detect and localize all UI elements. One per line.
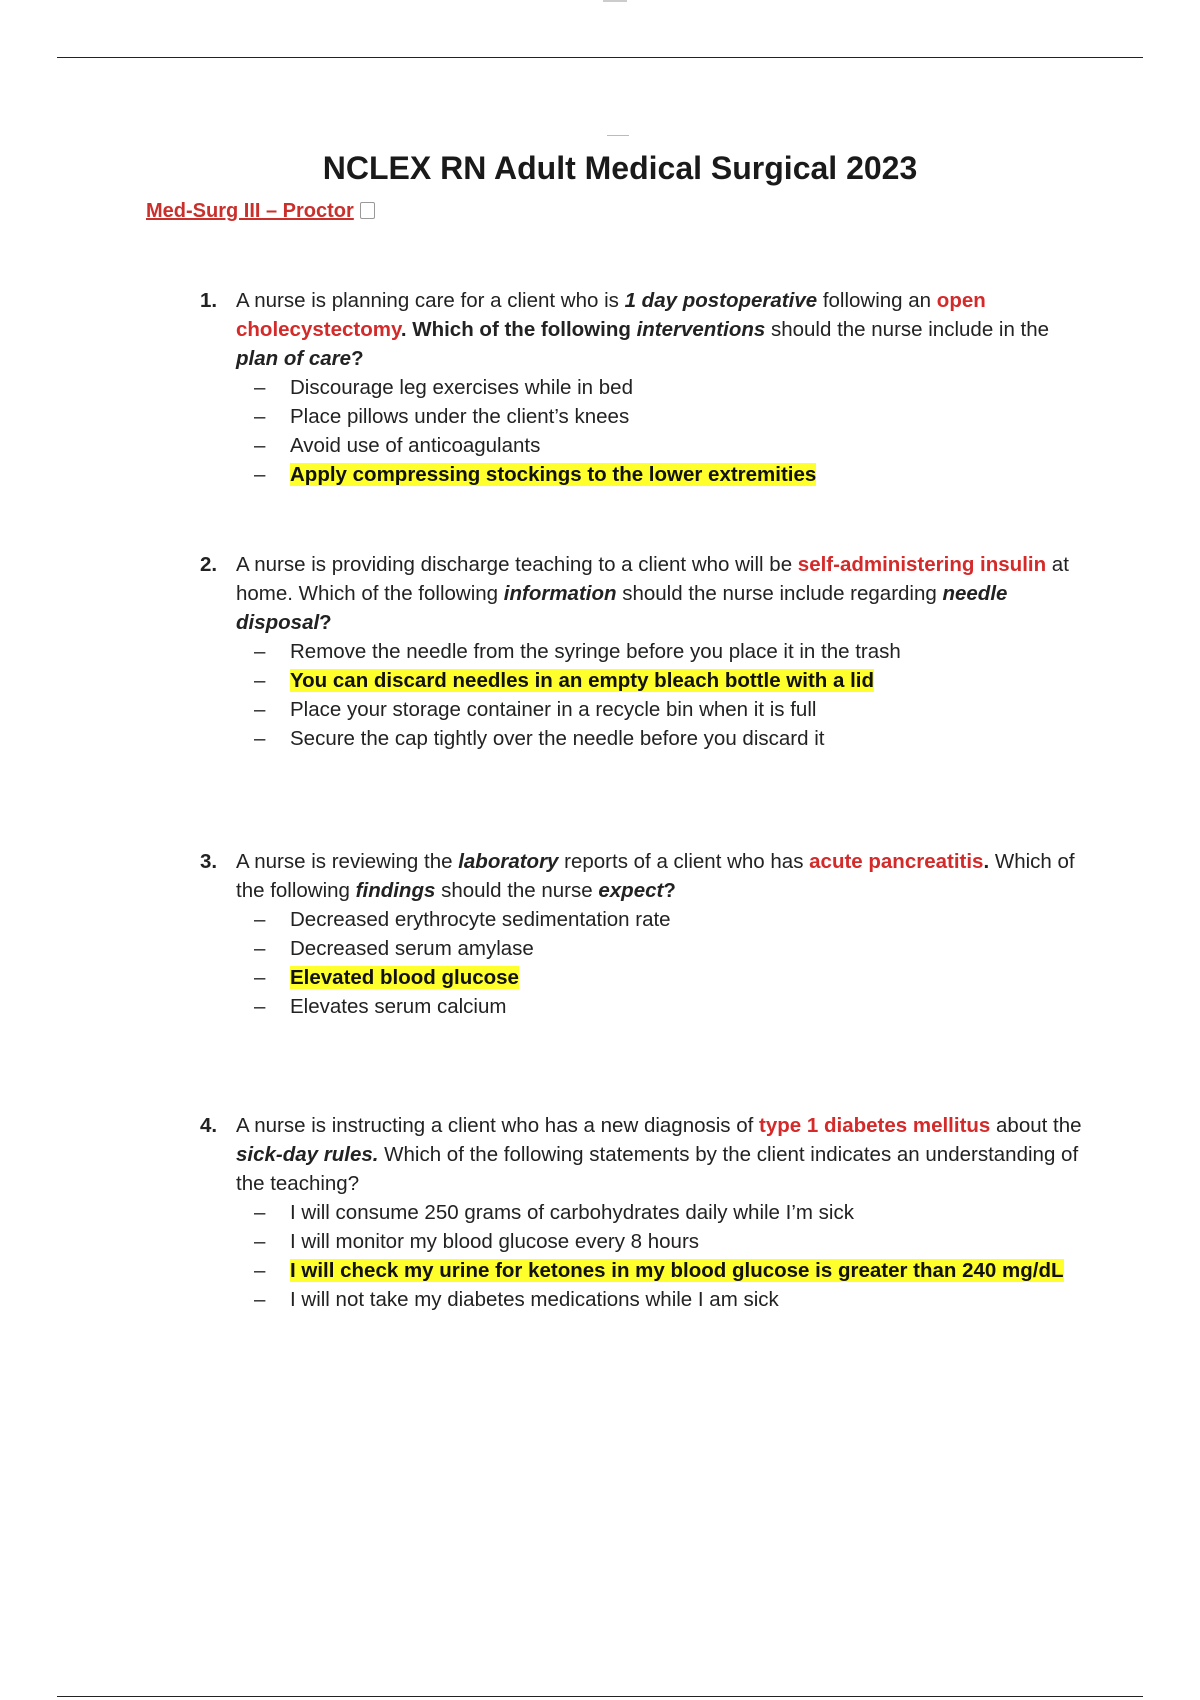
header-rule (57, 57, 1143, 58)
answer-options (254, 1198, 1090, 1314)
answer-option (254, 402, 1090, 431)
stem-text: ? (351, 347, 364, 370)
question-stem (236, 550, 1090, 637)
answer-option (254, 905, 1090, 934)
answer-option-correct (254, 460, 1090, 489)
dash-bullet-icon: – (254, 727, 266, 750)
option-text: Decreased erythrocyte sedimentation rate (290, 908, 671, 931)
answer-option (254, 1227, 1090, 1256)
question-number: 1. (200, 289, 218, 312)
dash-bullet-icon: – (254, 640, 266, 663)
stem-text: Which of the following statements by the client indicates an understanding of the teaching? (236, 1143, 1079, 1195)
dash-bullet-icon: – (254, 405, 266, 428)
stem-text: should the nurse (435, 879, 599, 902)
footer-rule (57, 1696, 1143, 1697)
question-stem (236, 1111, 1090, 1198)
emphasis-text: needle disposal (236, 582, 1008, 634)
dash-bullet-icon: – (254, 1288, 266, 1311)
question-number: 3. (200, 850, 218, 873)
answer-option-correct (254, 1256, 1090, 1285)
key-term: type 1 diabetes mellitus (759, 1114, 991, 1137)
option-text: Elevated blood glucose (290, 966, 519, 989)
answer-option-correct (254, 666, 1090, 695)
option-text: I will monitor my blood glucose every 8 hours (290, 1230, 700, 1253)
stem-text: . (983, 850, 990, 873)
dash-bullet-icon: – (254, 463, 266, 486)
answer-option (254, 431, 1090, 460)
option-text: Avoid use of anticoagulants (290, 434, 541, 457)
answer-option (254, 934, 1090, 963)
emphasis-text: 1 day postoperative (624, 289, 818, 312)
stem-text: should the nurse include in the (765, 318, 1050, 341)
emphasis-text: information (503, 582, 617, 605)
option-text: Elevates serum calcium (290, 995, 507, 1018)
subtitle-link[interactable]: Med-Surg III – Proctor (146, 200, 354, 222)
option-text: Place pillows under the client’s knees (290, 405, 630, 428)
key-term: acute pancreatitis (809, 850, 984, 873)
dash-bullet-icon: – (254, 995, 266, 1018)
dash-bullet-icon: – (254, 1259, 266, 1282)
emphasis-text: interventions (636, 318, 766, 341)
question-number: 4. (200, 1114, 218, 1137)
option-text: You can discard needles in an empty bleach bottle with a lid (290, 669, 874, 692)
emphasis-text: expect (598, 879, 664, 902)
dash-bullet-icon: – (254, 669, 266, 692)
question-1 (200, 286, 1090, 489)
option-text: Secure the cap tightly over the needle before you discard it (290, 727, 825, 750)
answer-options (254, 373, 1090, 489)
stem-text: about the (990, 1114, 1082, 1137)
option-text: I will consume 250 grams of carbohydrates daily while I’m sick (290, 1201, 854, 1224)
question-number: 2. (200, 553, 218, 576)
decorative-dash (607, 135, 629, 136)
option-text: Place your storage container in a recycle bin when it is full (290, 698, 817, 721)
stem-text: at home. Which of the following (236, 553, 1069, 605)
emphasis-text: laboratory (458, 850, 559, 873)
option-text: Apply compressing stockings to the lower extremities (290, 463, 817, 486)
dash-bullet-icon: – (254, 937, 266, 960)
stem-text: should the nurse include regarding (616, 582, 943, 605)
answer-option (254, 992, 1090, 1021)
answer-option (254, 1285, 1090, 1314)
stem-text: A nurse is instructing a client who has a new diagnosis of (236, 1114, 760, 1137)
dash-bullet-icon: – (254, 1201, 266, 1224)
answer-options (254, 637, 1090, 753)
stem-text: A nurse is planning care for a client who is (236, 289, 625, 312)
stem-text: A nurse is reviewing the (236, 850, 459, 873)
question-3 (200, 847, 1090, 1021)
answer-option (254, 1198, 1090, 1227)
dash-bullet-icon: – (254, 434, 266, 457)
question-2 (200, 550, 1090, 753)
stem-text: . Which of the following (400, 318, 637, 341)
answer-option (254, 724, 1090, 753)
key-term: self-administering insulin (797, 553, 1047, 576)
stem-text: following an (817, 289, 937, 312)
answer-option-correct (254, 963, 1090, 992)
section-subtitle (146, 200, 375, 223)
document-title: NCLEX RN Adult Medical Surgical 2023 (322, 150, 918, 186)
emphasis-text: sick-day rules. (236, 1143, 379, 1166)
stem-text: Which of the following (236, 850, 1075, 902)
emphasis-text: plan of care (236, 347, 352, 370)
question-4 (200, 1111, 1090, 1314)
key-term: open cholecystectomy (236, 289, 986, 341)
dash-bullet-icon: – (254, 908, 266, 931)
dash-bullet-icon: – (254, 698, 266, 721)
page-top-mark (603, 0, 627, 2)
question-stem (236, 847, 1090, 905)
emphasis-text: findings (355, 879, 436, 902)
option-text: I will check my urine for ketones in my blood glucose is greater than 240 mg/dL (290, 1259, 1064, 1282)
answer-option (254, 695, 1090, 724)
answer-options (254, 905, 1090, 1021)
question-stem (236, 286, 1090, 373)
option-text: I will not take my diabetes medications while I am sick (290, 1288, 779, 1311)
option-text: Remove the needle from the syringe before you place it in the trash (290, 640, 901, 663)
dash-bullet-icon: – (254, 1230, 266, 1253)
dash-bullet-icon: – (254, 376, 266, 399)
dash-bullet-icon: – (254, 966, 266, 989)
option-text: Decreased serum amylase (290, 937, 534, 960)
stem-text: A nurse is providing discharge teaching to a client who will be (236, 553, 798, 576)
answer-option (254, 373, 1090, 402)
stem-text: ? (663, 879, 676, 902)
answer-option (254, 637, 1090, 666)
stem-text: ? (319, 611, 332, 634)
stem-text: reports of a client who has (558, 850, 810, 873)
option-text: Discourage leg exercises while in bed (290, 376, 633, 399)
checkbox-icon[interactable] (360, 202, 375, 219)
